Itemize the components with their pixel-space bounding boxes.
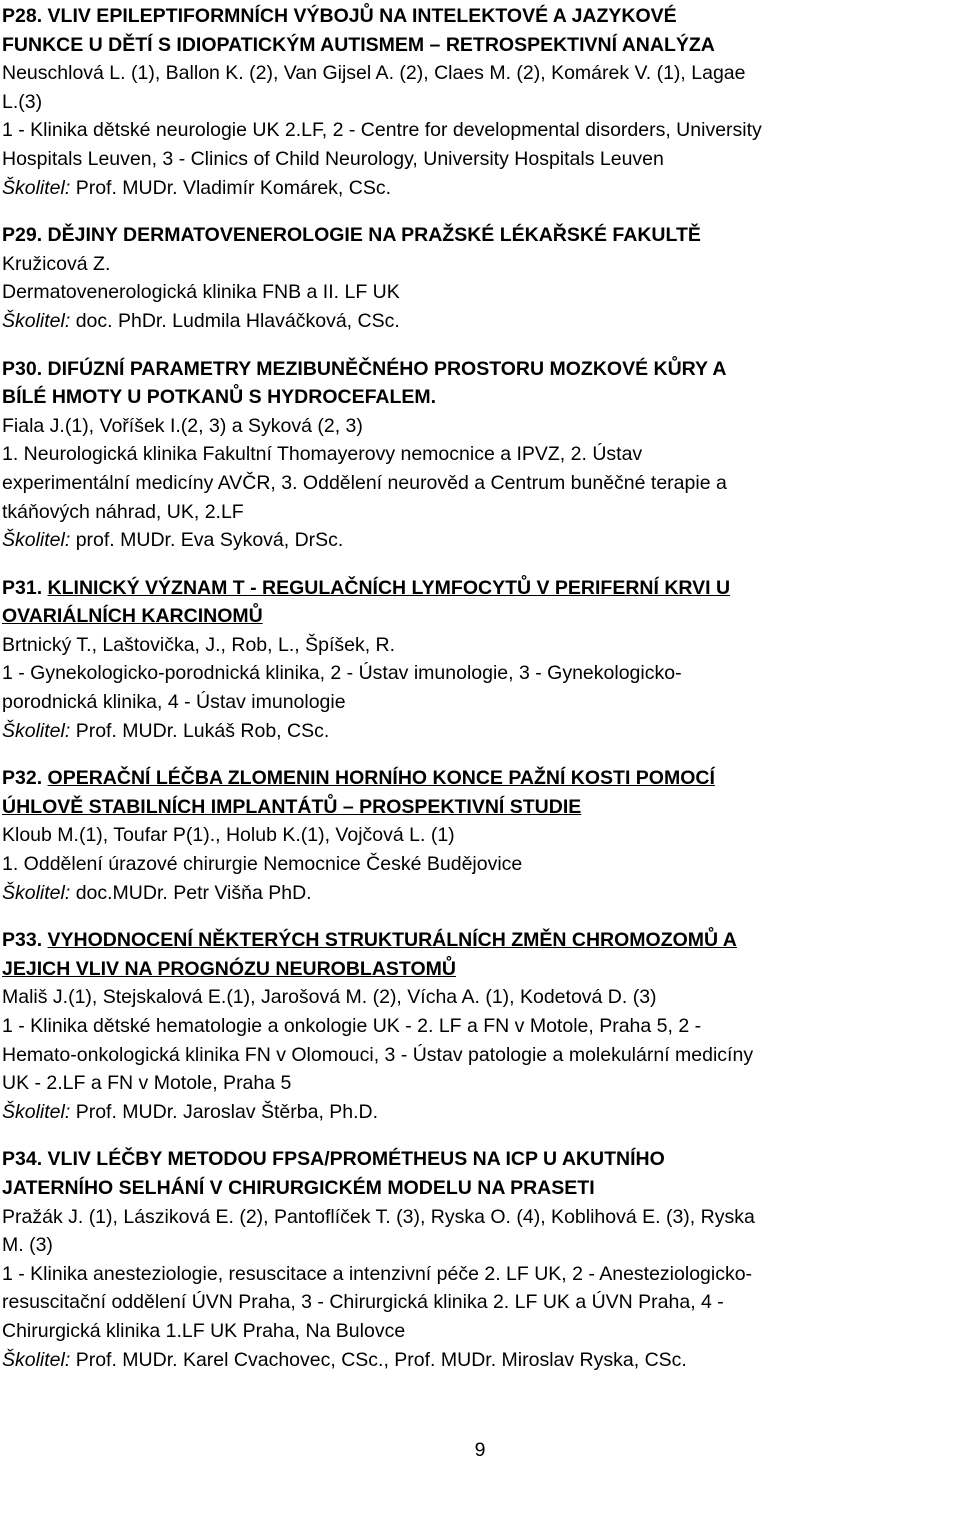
entry-title-line xyxy=(2,926,952,955)
entry-affiliation-line: experimentální medicíny AVČR, 3. Oddělení neurověd a Centrum buněčné terapie a xyxy=(2,471,727,494)
supervisor-label: Školitel: xyxy=(2,719,71,742)
abstract-entry xyxy=(2,574,952,746)
entry-affiliation-line: porodnická klinika, 4 - Ústav imunologie xyxy=(2,691,346,714)
entry-affiliation-line: 1 - Klinika anesteziologie, resuscitace a intenzivní péče 2. LF UK, 2 - Anesteziologicko- xyxy=(2,1262,753,1285)
entry-supervisor xyxy=(2,526,952,555)
supervisor-label: Školitel: xyxy=(2,529,71,552)
entry-title: JEJICH VLIV NA PROGNÓZU NEUROBLASTOMŮ xyxy=(2,957,456,980)
entry-title: VYHODNOCENÍ NĚKTERÝCH STRUKTURÁLNÍCH ZMĚN CHROMOZOMŮ A xyxy=(47,929,737,952)
entry-title: DIFÚZNÍ PARAMETRY MEZIBUNĚČNÉHO PROSTORU MOZKOVÉ KŮRY A xyxy=(47,357,727,380)
supervisor-name: Prof. MUDr. Karel Cvachovec, CSc., Prof. MUDr. Miroslav Ryska, CSc. xyxy=(70,1348,687,1371)
entry-title-line xyxy=(2,764,952,793)
entry-number: P31. xyxy=(2,576,43,599)
entry-title-line xyxy=(2,574,952,603)
entry-authors: Brtnický T., Laštovička, J., Rob, L., Špíšek, R. xyxy=(2,633,396,656)
entry-affiliation-line: Hemato-onkologická klinika FN v Olomouci, 3 - Ústav patologie a molekulární medicíny xyxy=(2,1043,754,1066)
entry-title: VLIV LÉČBY METODOU FPSA/PROMÉTHEUS NA ICP U AKUTNÍHO xyxy=(47,1148,665,1171)
entry-affiliation-line: tkáňových náhrad, UK, 2.LF xyxy=(2,500,244,523)
entry-supervisor xyxy=(2,717,952,746)
entry-title-line xyxy=(2,355,952,384)
entry-title-line xyxy=(2,1145,952,1174)
supervisor-name: doc.MUDr. Petr Višňa PhD. xyxy=(70,881,312,904)
entry-affiliation-line: 1 - Klinika dětské hematologie a onkologie UK - 2. LF a FN v Motole, Praha 5, 2 - xyxy=(2,1015,702,1037)
entry-affiliation-line: UK - 2.LF a FN v Motole, Praha 5 xyxy=(2,1072,292,1095)
supervisor-label: Školitel: xyxy=(2,881,71,904)
supervisor-label: Školitel: xyxy=(2,176,71,199)
entry-title: OPERAČNÍ LÉČBA ZLOMENIN HORNÍHO KONCE PAŽNÍ KOSTI POMOCÍ xyxy=(47,767,715,790)
supervisor-label: Školitel: xyxy=(2,1100,71,1123)
entry-affiliation-line: 1 - Gynekologicko-porodnická klinika, 2 - Ústav imunologie, 3 - Gynekologicko- xyxy=(2,662,682,685)
entry-number: P32. xyxy=(2,767,43,790)
page-number: 9 xyxy=(474,1439,486,1461)
entry-affiliation-line: M. (3) xyxy=(2,1234,53,1257)
abstract-entry xyxy=(2,355,952,555)
abstract-entry xyxy=(2,926,952,1126)
entry-title: FUNKCE U DĚTÍ S IDIOPATICKÝM AUTISMEM – RETROSPEKTIVNÍ ANALÝZA xyxy=(2,33,715,56)
entry-number: P30. xyxy=(2,357,43,380)
entry-authors: Kloub M.(1), Toufar P(1)., Holub K.(1), Vojčová L. (1) xyxy=(2,824,455,847)
supervisor-label: Školitel: xyxy=(2,1348,71,1371)
entry-affiliation-line: Dermatovenerologická klinika FNB a II. LF UK xyxy=(2,281,400,304)
entry-authors: Fiala J.(1), Voříšek I.(2, 3) a Syková (2, 3) xyxy=(2,414,363,437)
entry-authors: Pražák J. (1), Lásziková E. (2), Pantoflíček T. (3), Ryska O. (4), Koblihová E. (3), Ryska xyxy=(2,1205,755,1228)
entry-title-line xyxy=(2,793,952,822)
supervisor-name: Prof. MUDr. Vladimír Komárek, CSc. xyxy=(70,176,392,199)
entry-affiliation-line: Hospitals Leuven, 3 - Clinics of Child Neurology, University Hospitals Leuven xyxy=(2,147,664,170)
entry-number: P29. xyxy=(2,224,43,247)
entry-supervisor xyxy=(2,307,952,336)
entry-title-line xyxy=(2,602,952,631)
entry-title: DĚJINY DERMATOVENEROLOGIE NA PRAŽSKÉ LÉKAŘSKÉ FAKULTĚ xyxy=(47,224,701,247)
entry-authors: Kružicová Z. xyxy=(2,252,111,275)
entry-title-line xyxy=(2,383,952,412)
entry-supervisor xyxy=(2,879,952,908)
abstract-entry xyxy=(2,1145,952,1374)
supervisor-name: Prof. MUDr. Jaroslav Štěrba, Ph.D. xyxy=(70,1100,379,1123)
entry-title-line xyxy=(2,31,952,60)
entry-supervisor xyxy=(2,174,952,203)
supervisor-name: prof. MUDr. Eva Syková, DrSc. xyxy=(70,529,344,552)
entry-title-line xyxy=(2,2,952,31)
entry-affiliation-line: 1 - Klinika dětské neurologie UK 2.LF, 2 - Centre for developmental disorders, University xyxy=(2,119,762,142)
entry-affiliation-line: L.(3) xyxy=(2,90,43,113)
entry-supervisor xyxy=(2,1346,952,1375)
entry-supervisor xyxy=(2,1098,952,1127)
entry-title: ÚHLOVĚ STABILNÍCH IMPLANTÁTŮ – PROSPEKTIVNÍ STUDIE xyxy=(2,795,582,818)
entry-affiliation-line: 1. Oddělení úrazové chirurgie Nemocnice České Budějovice xyxy=(2,853,523,876)
entry-title-line xyxy=(2,955,952,984)
entry-title-line xyxy=(2,1174,952,1203)
supervisor-label: Školitel: xyxy=(2,309,71,332)
entry-number: P33. xyxy=(2,929,43,952)
entry-title-line xyxy=(2,221,952,250)
entry-affiliation-line: Chirurgická klinika 1.LF UK Praha, Na Bulovce xyxy=(2,1319,406,1342)
entry-affiliation-line: 1. Neurologická klinika Fakultní Thomayerovy nemocnice a IPVZ, 2. Ústav xyxy=(2,443,643,466)
entry-title: BÍLÉ HMOTY U POTKANŮ S HYDROCEFALEM. xyxy=(2,386,437,409)
supervisor-name: doc. PhDr. Ludmila Hlaváčková, CSc. xyxy=(70,309,400,332)
abstract-entry xyxy=(2,2,952,202)
entry-title: OVARIÁLNÍCH KARCINOMŮ xyxy=(2,605,263,628)
entry-title: JATERNÍHO SELHÁNÍ V CHIRURGICKÉM MODELU NA PRASETI xyxy=(2,1176,595,1199)
entry-authors: Neuschlová L. (1), Ballon K. (2), Van Gijsel A. (2), Claes M. (2), Komárek V. (1), Lagae xyxy=(2,62,746,85)
abstract-entry xyxy=(2,764,952,907)
entry-title: VLIV EPILEPTIFORMNÍCH VÝBOJŮ NA INTELEKTOVÉ A JAZYKOVÉ xyxy=(47,5,677,27)
supervisor-name: Prof. MUDr. Lukáš Rob, CSc. xyxy=(70,719,330,742)
entry-title: KLINICKÝ VÝZNAM T - REGULAČNÍCH LYMFOCYTŮ V PERIFERNÍ KRVI U xyxy=(47,576,731,599)
abstract-entry xyxy=(2,221,952,335)
entry-authors: Mališ J.(1), Stejskalová E.(1), Jarošová M. (2), Vícha A. (1), Kodetová D. (3) xyxy=(2,986,657,1009)
document-body xyxy=(2,2,952,1393)
entry-number: P34. xyxy=(2,1148,43,1171)
entry-affiliation-line: resuscitační oddělení ÚVN Praha, 3 - Chirurgická klinika 2. LF UK a ÚVN Praha, 4 - xyxy=(2,1291,724,1314)
entry-number: P28. xyxy=(2,5,43,27)
